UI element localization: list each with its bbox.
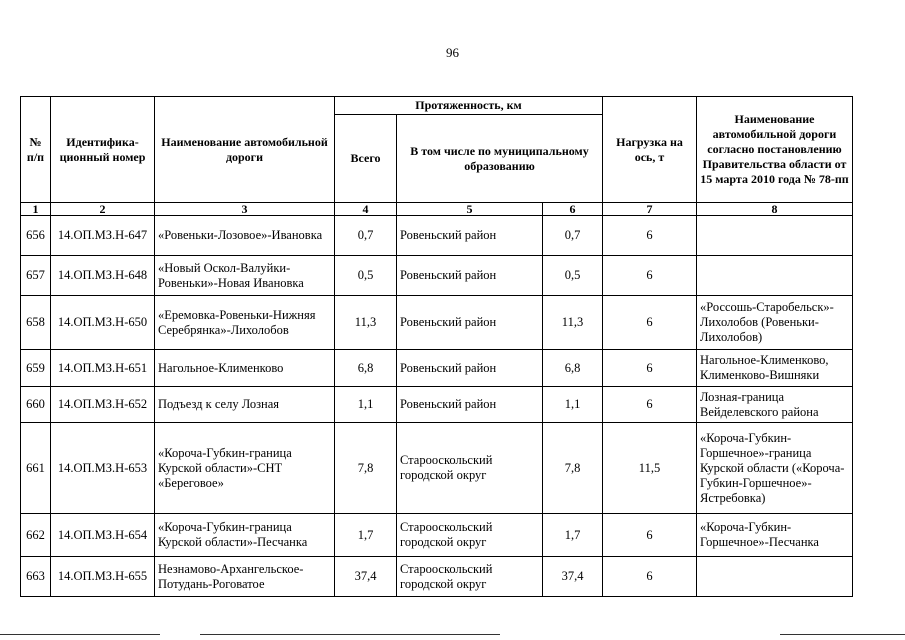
table-row: [21, 296, 853, 350]
axle-load: 6: [603, 296, 697, 350]
municipal-length: 11,3: [543, 296, 603, 350]
axle-load: 6: [603, 216, 697, 256]
road-name: «Короча-Губкин-граница Курской области»-Песчанка: [155, 514, 335, 557]
road-id: 14.ОП.МЗ.Н-653: [51, 423, 155, 514]
municipality: Старооскольский городской округ: [397, 423, 543, 514]
municipal-length: 7,8: [543, 423, 603, 514]
header-col-total: Всего: [335, 115, 397, 203]
municipality: Ровеньский район: [397, 350, 543, 387]
header-col-length: Протяженность, км: [335, 97, 603, 115]
road-name: Подъезд к селу Лозная: [155, 387, 335, 423]
total-length: 1,1: [335, 387, 397, 423]
row-number: 659: [21, 350, 51, 387]
resolution-name: [697, 256, 853, 296]
table-row: [21, 423, 853, 514]
municipality: Ровеньский район: [397, 256, 543, 296]
header-col-name-by-resolution: Наименование автомобильной дороги согласно постановлению Правительства области от 15 марта 2010 года № 78-пп: [697, 97, 853, 203]
column-number: 3: [155, 203, 335, 216]
total-length: 37,4: [335, 557, 397, 597]
column-number: 6: [543, 203, 603, 216]
axle-load: 6: [603, 557, 697, 597]
municipal-length: 37,4: [543, 557, 603, 597]
road-id: 14.ОП.МЗ.Н-655: [51, 557, 155, 597]
scan-artifact-line: [200, 634, 500, 635]
road-id: 14.ОП.МЗ.Н-648: [51, 256, 155, 296]
municipality: Ровеньский район: [397, 387, 543, 423]
road-name: Незнамово-Архангельское-Потудань-Роговатое: [155, 557, 335, 597]
resolution-name: «Короча-Губкин-Горшечное»-Песчанка: [697, 514, 853, 557]
axle-load: 6: [603, 387, 697, 423]
table-row: [21, 387, 853, 423]
roads-table: [20, 96, 853, 597]
column-number: 8: [697, 203, 853, 216]
road-name: «Короча-Губкин-граница Курской области»-СНТ «Береговое»: [155, 423, 335, 514]
row-number: 658: [21, 296, 51, 350]
resolution-name: «Короча-Губкин-Горшечное»-граница Курской области («Короча-Губкин-Горшечное»-Ястребовка): [697, 423, 853, 514]
resolution-name: Нагольное-Клименково, Клименково-Вишняки: [697, 350, 853, 387]
column-number-row: [21, 203, 853, 216]
road-id: 14.ОП.МЗ.Н-652: [51, 387, 155, 423]
municipality: Старооскольский городской округ: [397, 514, 543, 557]
municipality: Ровеньский район: [397, 216, 543, 256]
row-number: 657: [21, 256, 51, 296]
road-name: Нагольное-Клименково: [155, 350, 335, 387]
road-id: 14.ОП.МЗ.Н-650: [51, 296, 155, 350]
column-number: 4: [335, 203, 397, 216]
road-name: «Ровеньки-Лозовое»-Ивановка: [155, 216, 335, 256]
municipal-length: 1,1: [543, 387, 603, 423]
column-number: 1: [21, 203, 51, 216]
header-col-no: № п/п: [21, 97, 51, 203]
resolution-name: [697, 216, 853, 256]
scan-artifact-line: [0, 634, 160, 635]
resolution-name: «Россошь-Старобельск»-Лихолобов (Ровеньки-Лихолобов): [697, 296, 853, 350]
total-length: 11,3: [335, 296, 397, 350]
row-number: 663: [21, 557, 51, 597]
header-col-including: В том числе по муниципальному образованию: [397, 115, 603, 203]
road-name: «Новый Оскол-Валуйки-Ровеньки»-Новая Ивановка: [155, 256, 335, 296]
axle-load: 11,5: [603, 423, 697, 514]
row-number: 656: [21, 216, 51, 256]
municipal-length: 0,5: [543, 256, 603, 296]
table-row: [21, 256, 853, 296]
scan-artifact-line: [780, 634, 905, 635]
page-number: 96: [446, 45, 459, 60]
resolution-name: Лозная-граница Вейделевского района: [697, 387, 853, 423]
column-number: 7: [603, 203, 697, 216]
table-row: [21, 350, 853, 387]
road-id: 14.ОП.МЗ.Н-654: [51, 514, 155, 557]
total-length: 7,8: [335, 423, 397, 514]
total-length: 0,7: [335, 216, 397, 256]
total-length: 6,8: [335, 350, 397, 387]
row-number: 662: [21, 514, 51, 557]
header-row-1: [21, 97, 853, 115]
header-col-name: Наименование автомобильной дороги: [155, 97, 335, 203]
road-id: 14.ОП.МЗ.Н-651: [51, 350, 155, 387]
axle-load: 6: [603, 350, 697, 387]
municipal-length: 6,8: [543, 350, 603, 387]
row-number: 661: [21, 423, 51, 514]
table-row: [21, 216, 853, 256]
header-col-load: Нагрузка на ось, т: [603, 97, 697, 203]
municipality: Ровеньский район: [397, 296, 543, 350]
road-id: 14.ОП.МЗ.Н-647: [51, 216, 155, 256]
total-length: 0,5: [335, 256, 397, 296]
municipal-length: 1,7: [543, 514, 603, 557]
column-number: 5: [397, 203, 543, 216]
road-name: «Еремовка-Ровеньки-Нижняя Серебрянка»-Лихолобов: [155, 296, 335, 350]
column-number: 2: [51, 203, 155, 216]
municipal-length: 0,7: [543, 216, 603, 256]
table-row: [21, 557, 853, 597]
header-col-id: Идентифика-ционный номер: [51, 97, 155, 203]
municipality: Старооскольский городской округ: [397, 557, 543, 597]
resolution-name: [697, 557, 853, 597]
axle-load: 6: [603, 256, 697, 296]
row-number: 660: [21, 387, 51, 423]
axle-load: 6: [603, 514, 697, 557]
table-row: [21, 514, 853, 557]
total-length: 1,7: [335, 514, 397, 557]
